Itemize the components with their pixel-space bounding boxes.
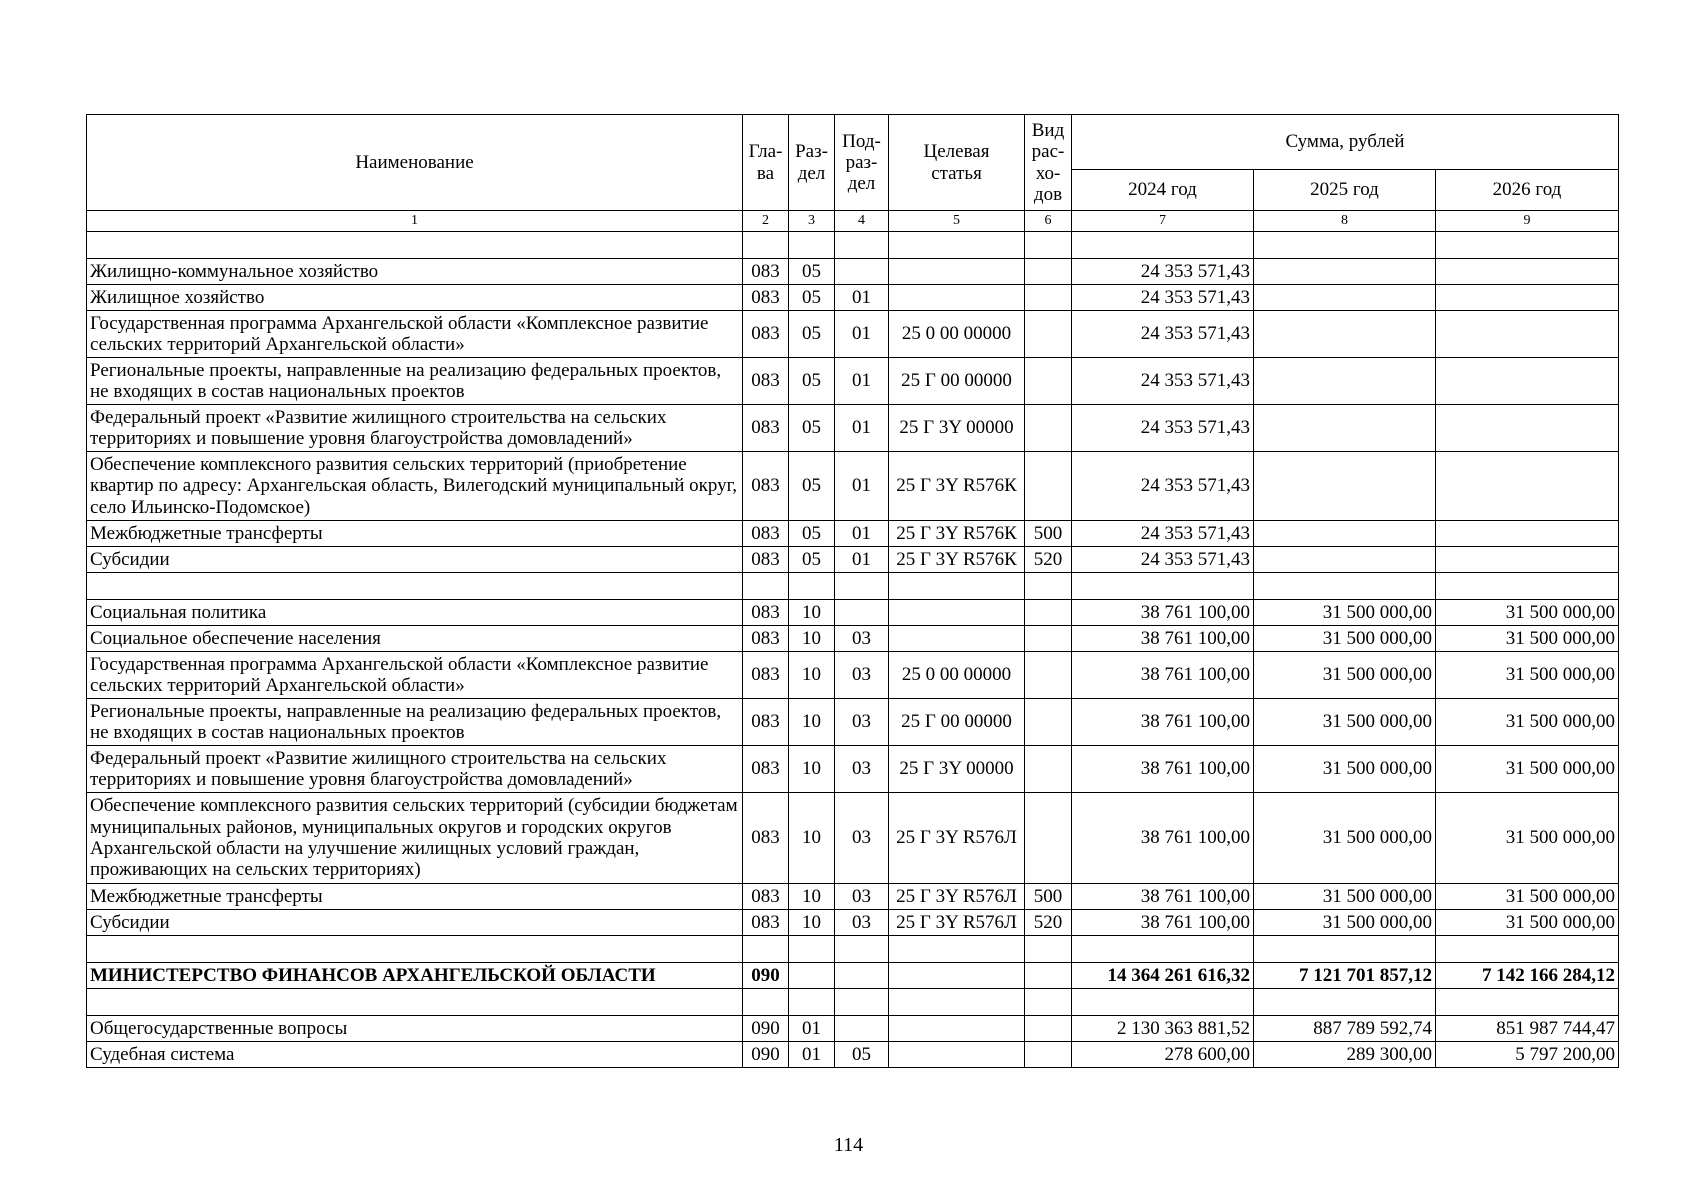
cell-razdel: 10 xyxy=(789,600,835,626)
cell-2024: 38 761 100,00 xyxy=(1072,600,1254,626)
cell-razdel: 10 xyxy=(789,626,835,652)
cell-name: Социальное обеспечение населения xyxy=(87,626,743,652)
header-name: Наименование xyxy=(87,115,743,211)
cell-2024: 24 353 571,43 xyxy=(1072,405,1254,452)
cell-glava: 083 xyxy=(743,285,789,311)
cell-glava: 083 xyxy=(743,746,789,793)
cell-target: 25 Г 3Y R576Л xyxy=(889,910,1025,936)
cell-razdel: 05 xyxy=(789,521,835,547)
cell-vid xyxy=(1025,746,1072,793)
cell-name xyxy=(87,936,743,963)
cell-2024: 24 353 571,43 xyxy=(1072,358,1254,405)
cell-name: Судебная система xyxy=(87,1042,743,1068)
cell-name xyxy=(87,232,743,259)
table-row xyxy=(87,521,1619,547)
cell-name: Общегосударственные вопросы xyxy=(87,1016,743,1042)
cell-2025 xyxy=(1254,547,1436,573)
cell-razdel: 05 xyxy=(789,358,835,405)
cell-vid xyxy=(1025,1042,1072,1068)
table-row xyxy=(87,963,1619,989)
cell-2026: 31 500 000,00 xyxy=(1436,699,1619,746)
blank-row xyxy=(87,989,1619,1016)
table-row xyxy=(87,405,1619,452)
column-number: 5 xyxy=(889,211,1025,232)
cell-vid xyxy=(1025,793,1072,884)
cell-glava: 083 xyxy=(743,793,789,884)
cell-razdel: 01 xyxy=(789,1042,835,1068)
cell-target: 25 Г 00 00000 xyxy=(889,699,1025,746)
cell-vid xyxy=(1025,699,1072,746)
cell-2025: 31 500 000,00 xyxy=(1254,626,1436,652)
cell-vid xyxy=(1025,652,1072,699)
cell-target: 25 Г 3Y R576К xyxy=(889,547,1025,573)
cell-razdel xyxy=(789,936,835,963)
cell-podrazdel: 03 xyxy=(835,652,889,699)
column-number: 1 xyxy=(87,211,743,232)
cell-2024: 24 353 571,43 xyxy=(1072,285,1254,311)
cell-2025: 289 300,00 xyxy=(1254,1042,1436,1068)
cell-podrazdel: 03 xyxy=(835,793,889,884)
cell-podrazdel xyxy=(835,232,889,259)
header-2024: 2024 год xyxy=(1072,170,1254,211)
cell-glava: 083 xyxy=(743,358,789,405)
cell-2026: 31 500 000,00 xyxy=(1436,652,1619,699)
cell-2024: 24 353 571,43 xyxy=(1072,452,1254,521)
cell-glava xyxy=(743,989,789,1016)
cell-glava: 083 xyxy=(743,547,789,573)
cell-vid: 520 xyxy=(1025,910,1072,936)
cell-2026: 5 797 200,00 xyxy=(1436,1042,1619,1068)
table-row xyxy=(87,1042,1619,1068)
cell-podrazdel: 03 xyxy=(835,884,889,910)
cell-2025: 31 500 000,00 xyxy=(1254,884,1436,910)
cell-2025: 887 789 592,74 xyxy=(1254,1016,1436,1042)
cell-2024: 38 761 100,00 xyxy=(1072,746,1254,793)
cell-2024: 38 761 100,00 xyxy=(1072,793,1254,884)
cell-razdel: 10 xyxy=(789,884,835,910)
cell-name: Региональные проекты, направленные на реализацию федеральных проектов, не входящих в состав национальных проектов xyxy=(87,699,743,746)
cell-podrazdel: 01 xyxy=(835,285,889,311)
cell-podrazdel: 03 xyxy=(835,699,889,746)
table-row xyxy=(87,793,1619,884)
cell-target xyxy=(889,1016,1025,1042)
cell-razdel: 05 xyxy=(789,311,835,358)
cell-2024: 2 130 363 881,52 xyxy=(1072,1016,1254,1042)
header-glava: Гла- ва xyxy=(743,115,789,211)
cell-podrazdel: 01 xyxy=(835,521,889,547)
cell-2025: 31 500 000,00 xyxy=(1254,746,1436,793)
cell-2024 xyxy=(1072,936,1254,963)
cell-glava: 083 xyxy=(743,405,789,452)
cell-target xyxy=(889,285,1025,311)
cell-2024 xyxy=(1072,573,1254,600)
cell-razdel: 10 xyxy=(789,746,835,793)
cell-2024: 38 761 100,00 xyxy=(1072,884,1254,910)
cell-2026: 31 500 000,00 xyxy=(1436,793,1619,884)
cell-2024: 24 353 571,43 xyxy=(1072,521,1254,547)
column-number: 8 xyxy=(1254,211,1436,232)
header-vid: Вид рас- хо- дов xyxy=(1025,115,1072,211)
cell-vid xyxy=(1025,405,1072,452)
table-row xyxy=(87,910,1619,936)
blank-row xyxy=(87,573,1619,600)
cell-2026 xyxy=(1436,936,1619,963)
table-row xyxy=(87,884,1619,910)
cell-razdel: 05 xyxy=(789,547,835,573)
cell-razdel: 01 xyxy=(789,1016,835,1042)
cell-2024: 24 353 571,43 xyxy=(1072,259,1254,285)
cell-2026: 31 500 000,00 xyxy=(1436,910,1619,936)
cell-vid xyxy=(1025,311,1072,358)
table-row xyxy=(87,699,1619,746)
cell-glava: 083 xyxy=(743,600,789,626)
cell-vid xyxy=(1025,600,1072,626)
cell-2024 xyxy=(1072,989,1254,1016)
cell-name: Региональные проекты, направленные на реализацию федеральных проектов, не входящих в состав национальных проектов xyxy=(87,358,743,405)
cell-2024: 38 761 100,00 xyxy=(1072,910,1254,936)
cell-name: Обеспечение комплексного развития сельских территорий (приобретение квартир по адресу: Архангельская область, Вилегодский муниципальный округ, село Ильинско-Подомское) xyxy=(87,452,743,521)
cell-2025 xyxy=(1254,358,1436,405)
cell-2025: 31 500 000,00 xyxy=(1254,652,1436,699)
cell-glava: 083 xyxy=(743,910,789,936)
cell-razdel xyxy=(789,573,835,600)
cell-target xyxy=(889,626,1025,652)
cell-vid xyxy=(1025,573,1072,600)
cell-2025: 31 500 000,00 xyxy=(1254,699,1436,746)
table-row xyxy=(87,311,1619,358)
cell-razdel: 05 xyxy=(789,285,835,311)
cell-target: 25 Г 3Y R576Л xyxy=(889,884,1025,910)
cell-glava: 090 xyxy=(743,1042,789,1068)
budget-table xyxy=(86,114,1619,1068)
blank-row xyxy=(87,936,1619,963)
cell-2024: 24 353 571,43 xyxy=(1072,547,1254,573)
cell-target xyxy=(889,600,1025,626)
cell-2025 xyxy=(1254,405,1436,452)
cell-2024: 38 761 100,00 xyxy=(1072,699,1254,746)
cell-target: 25 Г 3Y R576Л xyxy=(889,793,1025,884)
cell-name: Субсидии xyxy=(87,547,743,573)
cell-name: Федеральный проект «Развитие жилищного строительства на сельских территориях и повышение уровня благоустройства домовладений» xyxy=(87,746,743,793)
cell-target xyxy=(889,989,1025,1016)
cell-2025: 31 500 000,00 xyxy=(1254,910,1436,936)
column-number: 9 xyxy=(1436,211,1619,232)
cell-name xyxy=(87,573,743,600)
header-2025: 2025 год xyxy=(1254,170,1436,211)
cell-name: Государственная программа Архангельской области «Комплексное развитие сельских территорий Архангельской области» xyxy=(87,652,743,699)
column-number: 2 xyxy=(743,211,789,232)
cell-2024: 278 600,00 xyxy=(1072,1042,1254,1068)
cell-podrazdel xyxy=(835,573,889,600)
cell-razdel: 10 xyxy=(789,910,835,936)
cell-2026 xyxy=(1436,285,1619,311)
cell-2026: 31 500 000,00 xyxy=(1436,746,1619,793)
cell-name: Субсидии xyxy=(87,910,743,936)
cell-2024 xyxy=(1072,232,1254,259)
cell-podrazdel: 03 xyxy=(835,626,889,652)
cell-2025: 7 121 701 857,12 xyxy=(1254,963,1436,989)
cell-target xyxy=(889,573,1025,600)
cell-2025 xyxy=(1254,259,1436,285)
cell-podrazdel xyxy=(835,259,889,285)
cell-2026 xyxy=(1436,989,1619,1016)
cell-name: Жилищное хозяйство xyxy=(87,285,743,311)
table-row xyxy=(87,358,1619,405)
page-number: 114 xyxy=(833,1134,864,1156)
cell-vid xyxy=(1025,989,1072,1016)
table-row xyxy=(87,652,1619,699)
cell-glava: 083 xyxy=(743,452,789,521)
cell-2025 xyxy=(1254,989,1436,1016)
cell-vid: 520 xyxy=(1025,547,1072,573)
cell-glava: 090 xyxy=(743,1016,789,1042)
cell-2026 xyxy=(1436,521,1619,547)
cell-target: 25 Г 00 00000 xyxy=(889,358,1025,405)
table-row xyxy=(87,600,1619,626)
cell-vid xyxy=(1025,358,1072,405)
header-2026: 2026 год xyxy=(1436,170,1619,211)
cell-target: 25 0 00 00000 xyxy=(889,652,1025,699)
cell-podrazdel: 05 xyxy=(835,1042,889,1068)
cell-target xyxy=(889,963,1025,989)
header-podrazdel: Под- раз- дел xyxy=(835,115,889,211)
cell-vid xyxy=(1025,452,1072,521)
cell-podrazdel: 03 xyxy=(835,746,889,793)
cell-podrazdel xyxy=(835,600,889,626)
cell-glava: 090 xyxy=(743,963,789,989)
cell-target: 25 0 00 00000 xyxy=(889,311,1025,358)
cell-2026 xyxy=(1436,358,1619,405)
cell-podrazdel: 01 xyxy=(835,358,889,405)
cell-name: Социальная политика xyxy=(87,600,743,626)
cell-glava: 083 xyxy=(743,259,789,285)
cell-podrazdel: 01 xyxy=(835,405,889,452)
cell-podrazdel xyxy=(835,963,889,989)
cell-2024: 38 761 100,00 xyxy=(1072,626,1254,652)
cell-target: 25 Г 3Y 00000 xyxy=(889,405,1025,452)
cell-2026 xyxy=(1436,452,1619,521)
column-number-row xyxy=(87,211,1619,232)
cell-podrazdel: 01 xyxy=(835,311,889,358)
cell-2025 xyxy=(1254,936,1436,963)
cell-2024: 24 353 571,43 xyxy=(1072,311,1254,358)
cell-glava: 083 xyxy=(743,884,789,910)
cell-vid xyxy=(1025,259,1072,285)
cell-target xyxy=(889,1042,1025,1068)
cell-glava xyxy=(743,936,789,963)
cell-podrazdel: 03 xyxy=(835,910,889,936)
cell-2025 xyxy=(1254,521,1436,547)
cell-vid: 500 xyxy=(1025,521,1072,547)
cell-glava: 083 xyxy=(743,699,789,746)
cell-glava: 083 xyxy=(743,652,789,699)
cell-2025 xyxy=(1254,285,1436,311)
cell-razdel: 05 xyxy=(789,452,835,521)
cell-vid xyxy=(1025,285,1072,311)
cell-podrazdel xyxy=(835,989,889,1016)
cell-razdel xyxy=(789,989,835,1016)
cell-glava: 083 xyxy=(743,626,789,652)
cell-name: Федеральный проект «Развитие жилищного строительства на сельских территориях и повышение уровня благоустройства домовладений» xyxy=(87,405,743,452)
cell-vid xyxy=(1025,936,1072,963)
cell-2026 xyxy=(1436,573,1619,600)
table-row xyxy=(87,626,1619,652)
cell-razdel xyxy=(789,963,835,989)
cell-name: Межбюджетные трансферты xyxy=(87,521,743,547)
blank-row xyxy=(87,232,1619,259)
cell-2025: 31 500 000,00 xyxy=(1254,793,1436,884)
cell-razdel: 10 xyxy=(789,699,835,746)
cell-2026: 31 500 000,00 xyxy=(1436,884,1619,910)
cell-glava xyxy=(743,232,789,259)
cell-glava: 083 xyxy=(743,521,789,547)
cell-razdel: 05 xyxy=(789,405,835,452)
cell-name: МИНИСТЕРСТВО ФИНАНСОВ АРХАНГЕЛЬСКОЙ ОБЛАСТИ xyxy=(87,963,743,989)
table-row xyxy=(87,746,1619,793)
cell-razdel: 05 xyxy=(789,259,835,285)
cell-2026 xyxy=(1436,232,1619,259)
cell-name: Жилищно-коммунальное хозяйство xyxy=(87,259,743,285)
cell-name xyxy=(87,989,743,1016)
column-number: 7 xyxy=(1072,211,1254,232)
cell-target xyxy=(889,232,1025,259)
cell-2025 xyxy=(1254,311,1436,358)
column-number: 6 xyxy=(1025,211,1072,232)
cell-vid xyxy=(1025,1016,1072,1042)
column-number: 3 xyxy=(789,211,835,232)
cell-2026 xyxy=(1436,259,1619,285)
table-row xyxy=(87,285,1619,311)
cell-2026: 31 500 000,00 xyxy=(1436,600,1619,626)
cell-podrazdel: 01 xyxy=(835,547,889,573)
cell-2026: 7 142 166 284,12 xyxy=(1436,963,1619,989)
column-number: 4 xyxy=(835,211,889,232)
cell-2025 xyxy=(1254,573,1436,600)
cell-2025: 31 500 000,00 xyxy=(1254,600,1436,626)
cell-target xyxy=(889,936,1025,963)
cell-2026 xyxy=(1436,405,1619,452)
cell-razdel xyxy=(789,232,835,259)
table-row xyxy=(87,1016,1619,1042)
cell-vid: 500 xyxy=(1025,884,1072,910)
cell-2024: 38 761 100,00 xyxy=(1072,652,1254,699)
cell-vid xyxy=(1025,963,1072,989)
cell-vid xyxy=(1025,232,1072,259)
cell-2025 xyxy=(1254,232,1436,259)
cell-name: Межбюджетные трансферты xyxy=(87,884,743,910)
cell-name: Обеспечение комплексного развития сельских территорий (субсидии бюджетам муниципальных районов, муниципальных округов и городских округов Архангельской области на улучшение жилищных условий граждан, проживающих на сельских территориях) xyxy=(87,793,743,884)
cell-2026: 851 987 744,47 xyxy=(1436,1016,1619,1042)
cell-glava xyxy=(743,573,789,600)
table-body xyxy=(87,232,1619,1068)
cell-2026 xyxy=(1436,547,1619,573)
header-razdel: Раз- дел xyxy=(789,115,835,211)
cell-2026 xyxy=(1436,311,1619,358)
cell-target: 25 Г 3Y 00000 xyxy=(889,746,1025,793)
cell-podrazdel xyxy=(835,936,889,963)
cell-vid xyxy=(1025,626,1072,652)
cell-target xyxy=(889,259,1025,285)
cell-glava: 083 xyxy=(743,311,789,358)
cell-2026: 31 500 000,00 xyxy=(1436,626,1619,652)
header-target: Целевая статья xyxy=(889,115,1025,211)
cell-2025 xyxy=(1254,452,1436,521)
cell-razdel: 10 xyxy=(789,652,835,699)
header-sum: Сумма, рублей xyxy=(1072,115,1619,170)
table-row xyxy=(87,547,1619,573)
cell-razdel: 10 xyxy=(789,793,835,884)
cell-name: Государственная программа Архангельской области «Комплексное развитие сельских территорий Архангельской области» xyxy=(87,311,743,358)
cell-podrazdel: 01 xyxy=(835,452,889,521)
cell-2024: 14 364 261 616,32 xyxy=(1072,963,1254,989)
cell-podrazdel xyxy=(835,1016,889,1042)
table-row xyxy=(87,452,1619,521)
table-row xyxy=(87,259,1619,285)
cell-target: 25 Г 3Y R576К xyxy=(889,521,1025,547)
cell-target: 25 Г 3Y R576К xyxy=(889,452,1025,521)
